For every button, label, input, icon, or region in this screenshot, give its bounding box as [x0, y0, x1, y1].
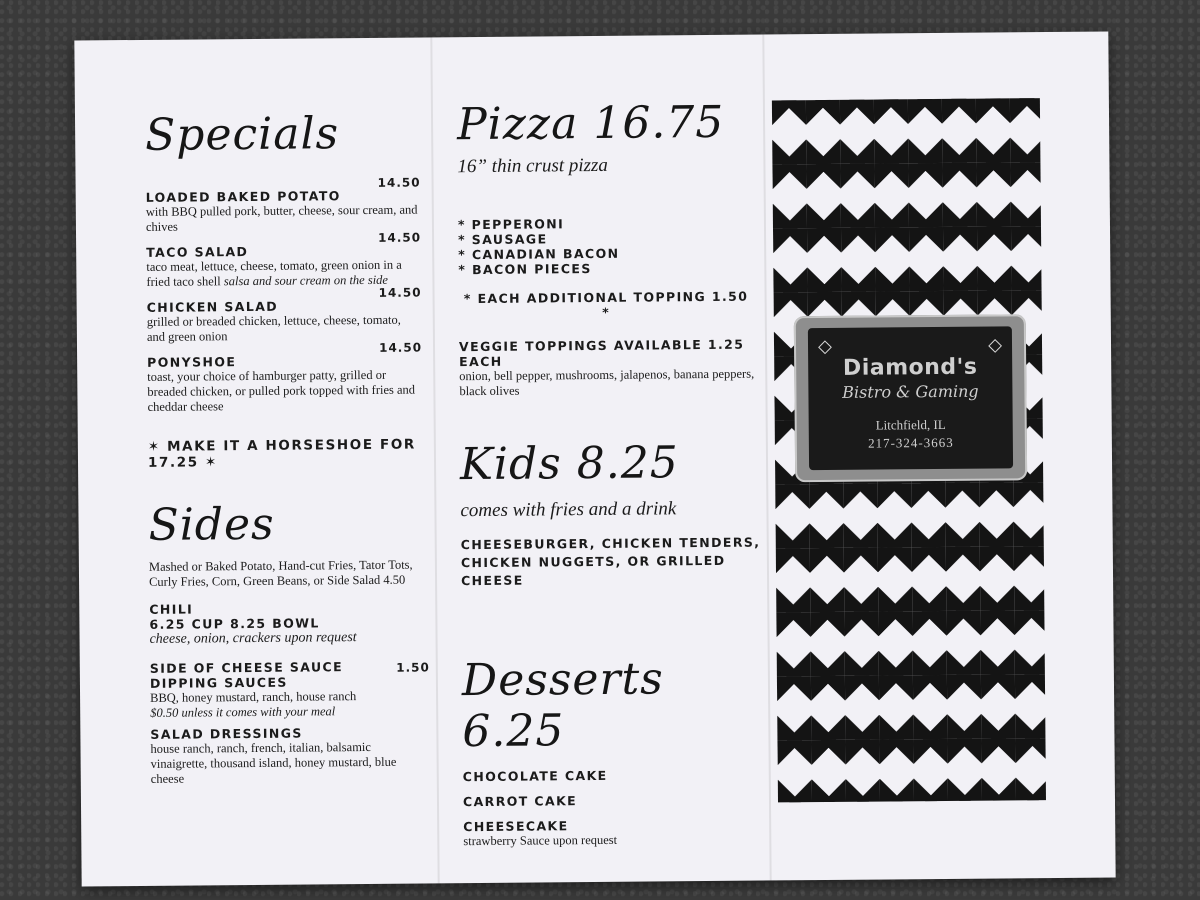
item-price: 1.50: [396, 660, 430, 675]
item-desc: taco meat, lettuce, cheese, tomato, green onion in a fried taco shell: [146, 257, 402, 289]
topping-item: * BACON PIECES: [458, 261, 592, 278]
horseshoe-offer: ✶ MAKE IT A HORSESHOE FOR 17.25 ✶: [147, 436, 416, 471]
specials-sides-panel: [74, 37, 436, 886]
item-name: LOADED BAKED POTATO: [145, 188, 341, 205]
pizza-toppings: [458, 215, 755, 400]
item-desc: with BBQ pulled pork, butter, cheese, sour cream, and chives: [145, 202, 418, 234]
dessert-item: CHEESECAKE: [463, 818, 569, 835]
item-price: 14.50: [378, 340, 423, 355]
cover-panel: [763, 32, 1115, 881]
specials-title: Specials: [144, 108, 340, 161]
item-price: 14.50: [378, 230, 422, 245]
brand-location: Litchfield, IL: [875, 416, 946, 433]
dipping-note: $0.50 unless it comes with your meal: [150, 704, 336, 720]
item-price: 14.50: [377, 175, 421, 190]
item-name: PONYSHOE: [147, 354, 237, 370]
brand-phone: 217-324-3663: [867, 434, 954, 451]
item-name: TACO SALAD: [146, 244, 249, 260]
kids-subtitle: comes with fries and a drink: [460, 498, 677, 522]
list-item: [146, 230, 422, 290]
list-item: [147, 340, 423, 415]
pizza-subtitle: 16” thin crust pizza: [457, 154, 608, 178]
brand-tagline: Bistro & Gaming: [842, 381, 979, 402]
list-item: [146, 285, 422, 345]
logo-frame: [794, 314, 1027, 482]
additional-topping: * EACH ADDITIONAL TOPPING 1.50 *: [463, 288, 749, 320]
chili-note: cheese, onion, crackers upon request: [149, 630, 357, 647]
item-desc: grilled or breaded chicken, lettuce, cheese, tomato, and green onion: [146, 312, 401, 344]
dressings-desc: house ranch, ranch, french, italian, balsamic vinaigrette, thousand island, honey mustard, blue cheese: [150, 739, 397, 786]
dipping-sauces: DIPPING SAUCES: [149, 674, 288, 691]
kids-items: CHEESEBURGER, CHICKEN TENDERS, CHICKEN NUGGETS, OR GRILLED CHEESE: [460, 534, 761, 589]
pizza-title: Pizza 16.75: [456, 96, 725, 151]
desserts-title: Desserts 6.25: [461, 653, 664, 758]
veggie-toppings: VEGGIE TOPPINGS AVAILABLE 1.25 EACH: [458, 336, 745, 370]
sides-desc: Mashed or Baked Potato, Hand-cut Fries, Tator Tots, Curly Fries, Corn, Green Beans, or Side Salad 4.50: [148, 557, 413, 589]
kids-title: Kids 8.25: [459, 437, 679, 491]
dessert-note: strawberry Sauce upon request: [463, 832, 618, 849]
list-item: [150, 658, 431, 720]
item-name: CHICKEN SALAD: [146, 298, 279, 315]
brand-name: Diamond's: [842, 354, 978, 381]
topping-item: * CANADIAN BACON: [458, 245, 620, 263]
specials-list: [145, 175, 423, 471]
topping-item: * PEPPERONI: [457, 216, 565, 233]
cheese-sauce: SIDE OF CHEESE SAUCE: [149, 659, 344, 676]
logo: [808, 326, 1013, 470]
topping-item: * SAUSAGE: [458, 231, 548, 248]
diamond-icon: ◇: [817, 335, 832, 357]
dipping-desc: BBQ, honey mustard, ranch, house ranch: [150, 689, 357, 705]
dessert-item: CHOCOLATE CAKE: [462, 767, 608, 785]
list-item: [145, 175, 421, 235]
chili-prices: 6.25 CUP 8.25 BOWL: [149, 615, 320, 632]
diamond-icon: ◇: [988, 334, 1003, 355]
chili-name: CHILI: [149, 601, 194, 617]
pizza-kids-desserts-panel: [431, 35, 768, 884]
dressings-name: SALAD DRESSINGS: [150, 725, 303, 742]
menu-sheet: [74, 32, 1115, 887]
sides-list: [149, 557, 431, 786]
dessert-item: CARROT CAKE: [462, 793, 578, 810]
veggie-desc: onion, bell pepper, mushrooms, jalapenos, banana peppers, black olives: [459, 366, 755, 399]
item-note: salsa and sour cream on the side: [223, 272, 389, 289]
item-price: 14.50: [378, 285, 422, 300]
item-desc: toast, your choice of hamburger patty, grilled or breaded chicken, or pulled pork topped with fries and cheddar cheese: [147, 367, 416, 414]
sides-title: Sides: [148, 498, 275, 551]
